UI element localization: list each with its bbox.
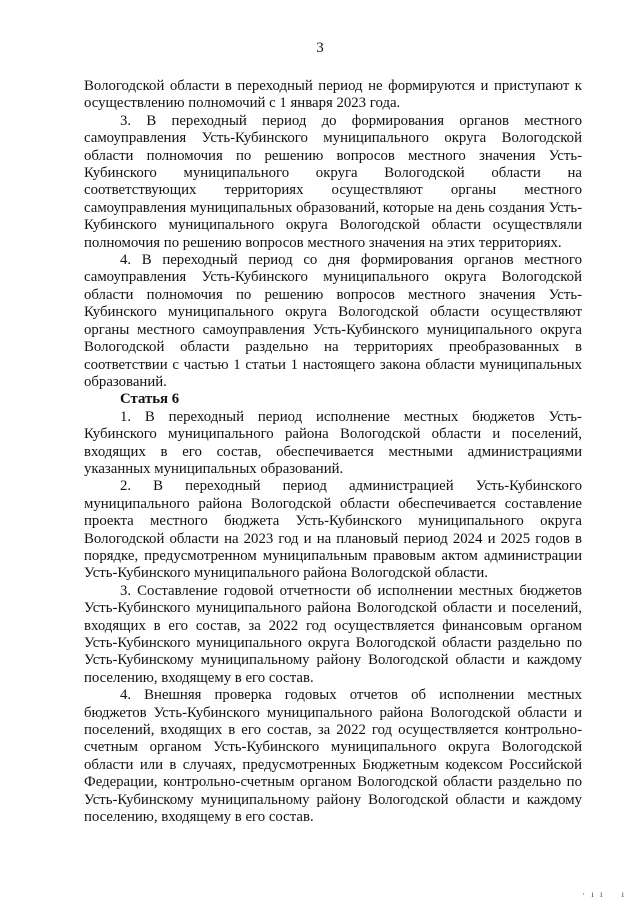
article-paragraph-3: 3. Составление годовой отчетности об исполнении местных бюджетов Усть-Кубинского муниципального района Вологодской области и поселений, входящих в его состав, за 2022 год осуществляется финансовым органом Усть-Кубинского муниципального округа Вологодской области раздельно по Усть-Кубинскому муниципальному району Вологодской области и каждому поселению, входящему в его состав. bbox=[84, 582, 582, 686]
paragraph-clause-4: 4. В переходный период со дня формирования органов местного самоуправления Усть-Кубинского муниципального округа Вологодской области полномочия по решению вопросов местного значения Усть-Кубинского муниципального округа Вологодской области осуществляют органы местного самоуправления Усть-Кубинского муниципального округа Вологодской области раздельно на территориях преобразованных в соответствии с частью 1 статьи 1 настоящего закона области муниципальных образований. bbox=[84, 252, 582, 390]
scan-corner-mark: · ı ı ı bbox=[582, 889, 626, 899]
document-body bbox=[84, 78, 582, 826]
article-paragraph-4: 4. Внешняя проверка годовых отчетов об исполнении местных бюджетов Усть-Кубинского муниципального района Вологодской области и поселений, входящих в его состав, за 2022 год осуществляется контрольно-счетным органом Усть-Кубинского муниципального округа Вологодской области или в случаях, предусмотренных Бюджетным кодексом Российской Федерации, контрольно-счетным органом Вологодской области раздельно по Усть-Кубинскому муниципальному району Вологодской области и каждому поселению, входящему в его состав. bbox=[84, 687, 582, 826]
paragraph-clause-3: 3. В переходный период до формирования органов местного самоуправления Усть-Кубинского муниципального округа Вологодской области полномочия по решению вопросов местного значения Усть-Кубинского муниципального округа Вологодской области на соответствующих территориях осуществляют органы местного самоуправления муниципальных образований, которые на день создания Усть-Кубинского муниципального округа Вологодской области осуществляли полномочия по решению вопросов местного значения на этих территориях. bbox=[84, 112, 582, 251]
page-number: 3 bbox=[316, 40, 324, 56]
paragraph-continuation: Вологодской области в переходный период не формируются и приступают к осуществлению полномочий с 1 января 2023 года. bbox=[84, 78, 582, 112]
article-title: Статья 6 bbox=[120, 391, 180, 408]
article-paragraph-2: 2. В переходный период администрацией Усть-Кубинского муниципального района Вологодской области обеспечивается составление проекта местного бюджета Усть-Кубинского муниципального округа Вологодской области на 2023 год и на плановый период 2024 и 2025 годов в порядке, предусмотренном муниципальным правовым актом администрации Усть-Кубинского муниципального района Вологодской области. bbox=[84, 478, 582, 582]
article-paragraph-1: 1. В переходный период исполнение местных бюджетов Усть-Кубинского муниципального района Вологодской области и поселений, входящих в его состав, обеспечивается местными администрациями указанных муниципальных образований. bbox=[84, 408, 582, 477]
